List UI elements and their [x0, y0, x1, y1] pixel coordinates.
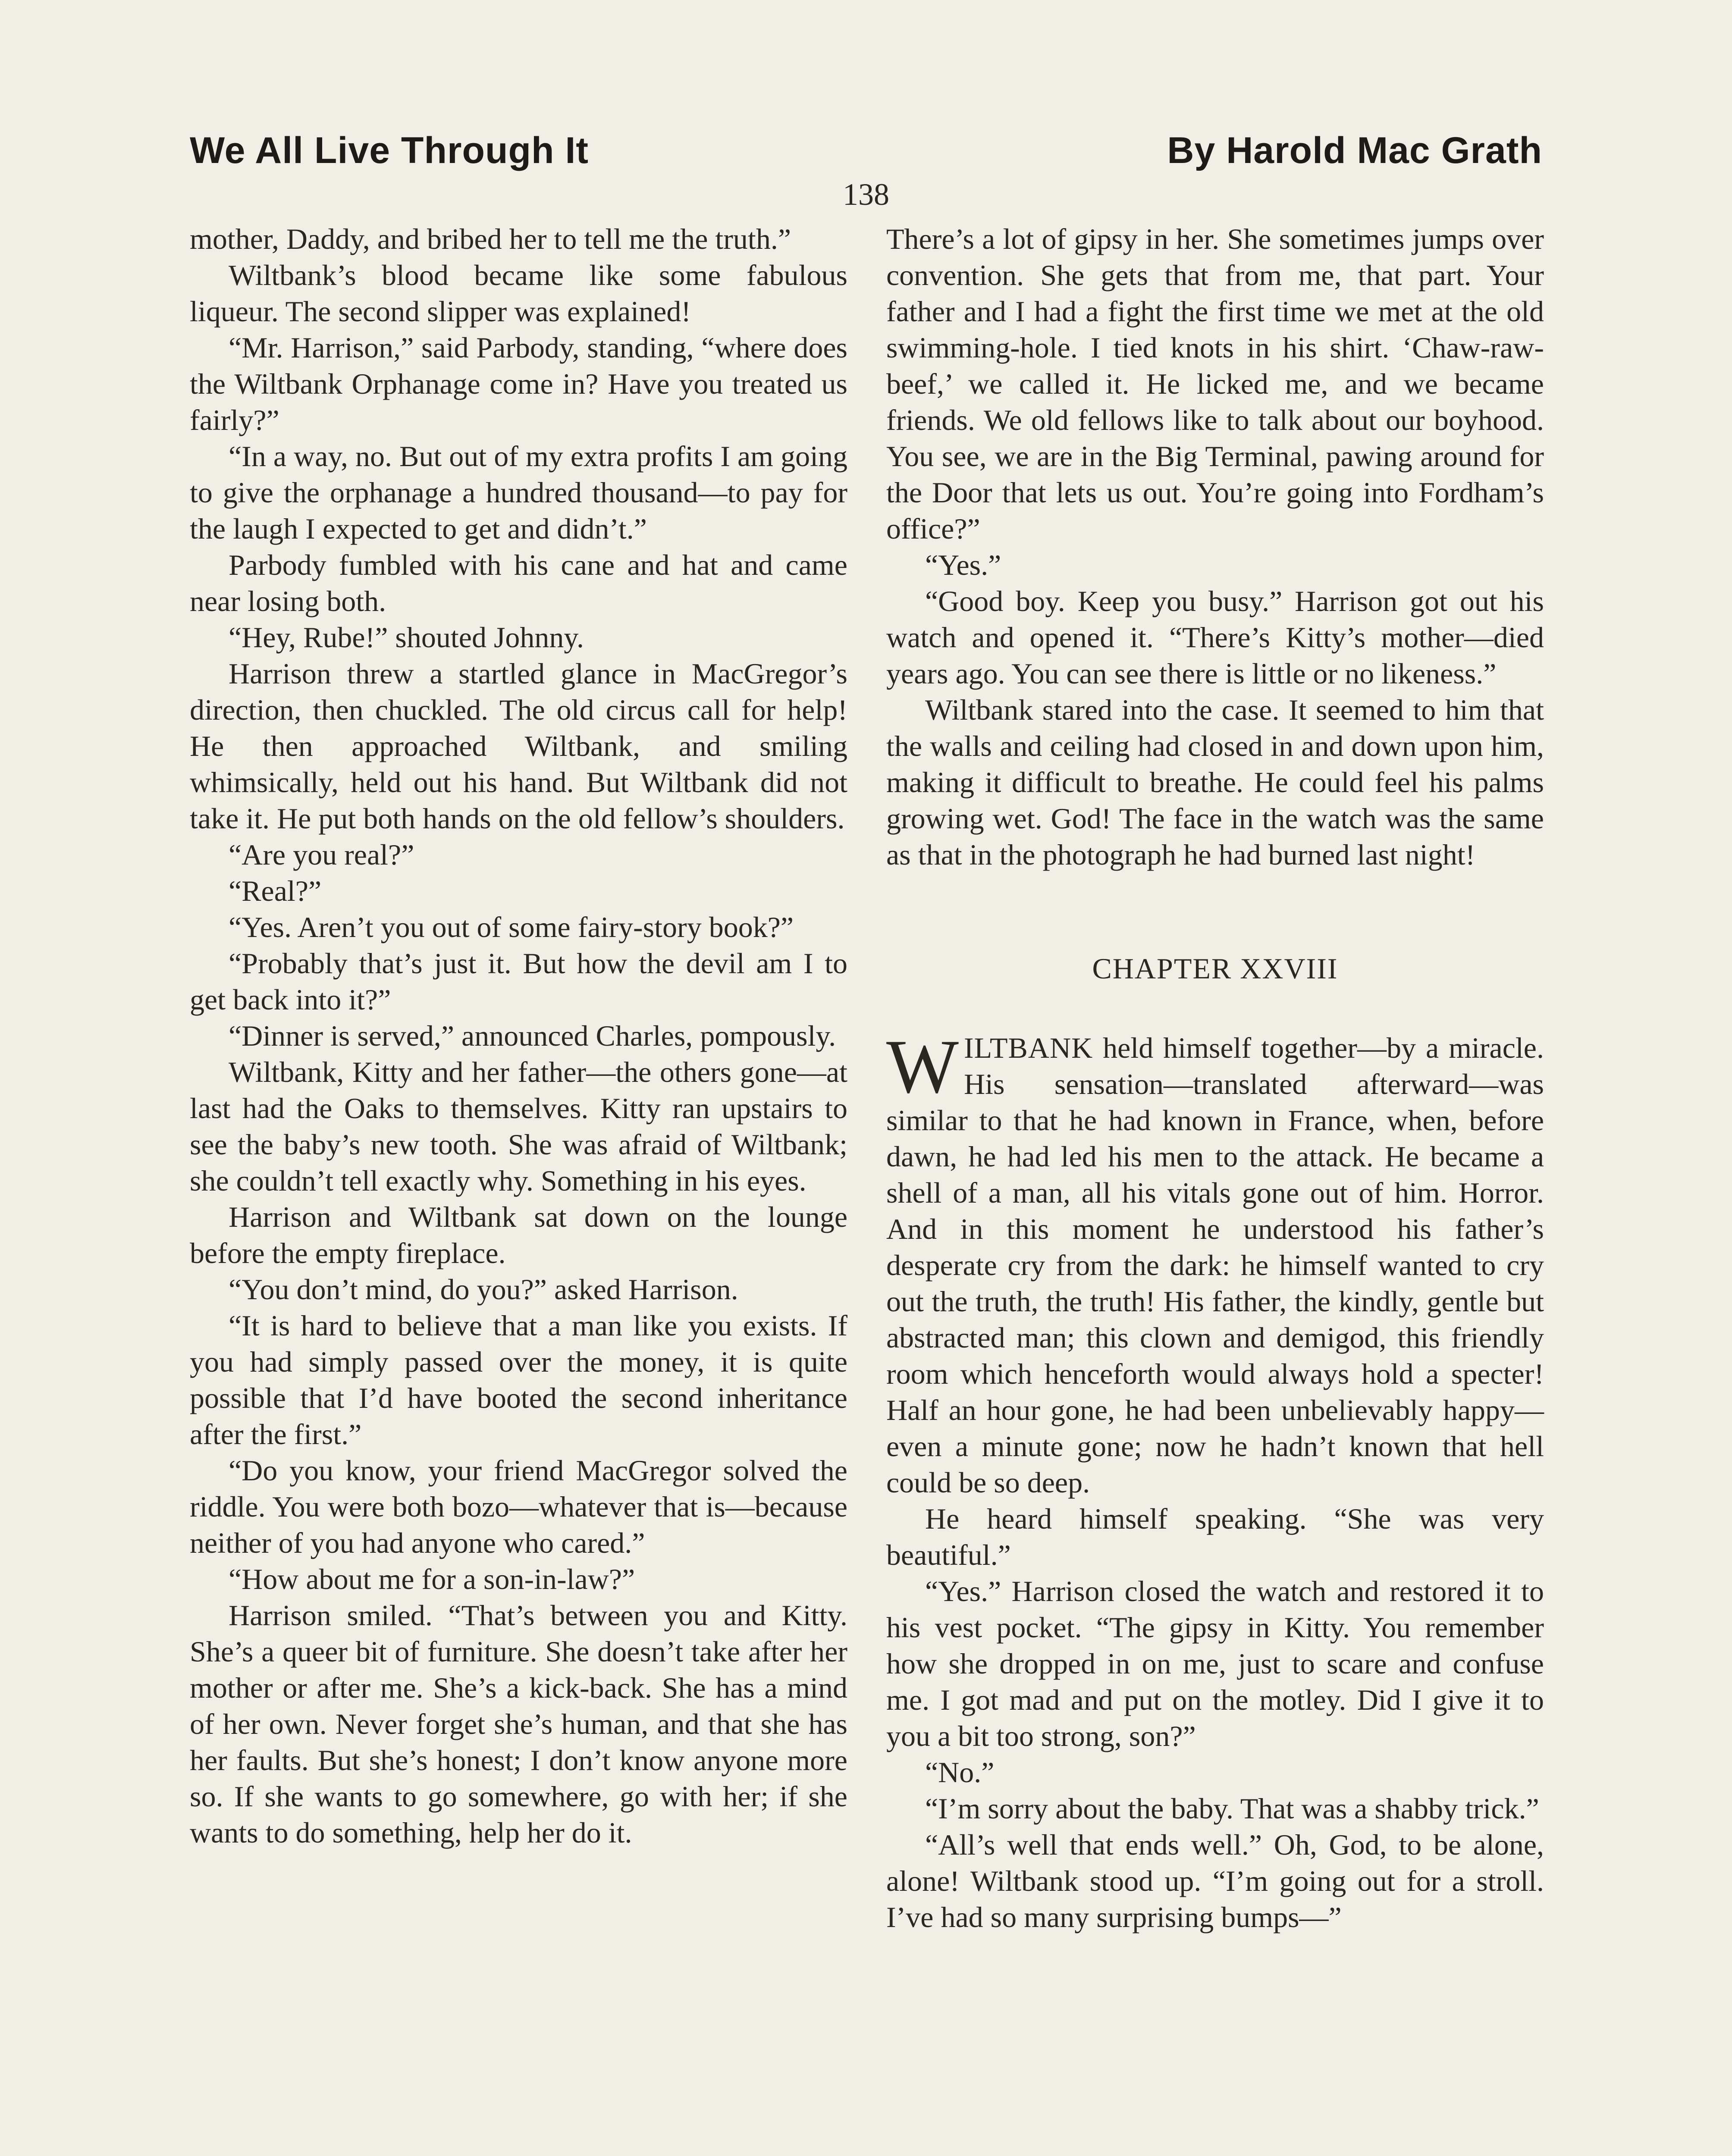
paragraph: “Yes.”	[925, 548, 1001, 581]
paragraph: mother, Daddy, and bribed her to tell me the truth.”	[190, 222, 791, 255]
page-number: 138	[843, 177, 889, 212]
paragraph: “You don’t mind, do you?” asked Harrison.	[229, 1273, 738, 1306]
paragraph: “All’s well that ends well.” Oh, God, to be alone, alone! Wiltbank stood up. “I’m going out for a stroll. I’ve had so many surprising bumps—”	[886, 1828, 1544, 1934]
paragraph: He heard himself speaking. “She was very beautiful.”	[886, 1502, 1544, 1571]
paragraph: “Good boy. Keep you busy.” Harrison got out his watch and opened it. “There’s Kitty’s mother—died years ago. You can see there is little or no likeness.”	[886, 585, 1544, 690]
left-column	[190, 221, 847, 1851]
drop-cap: W	[886, 1024, 959, 1109]
paragraph: “Dinner is served,” announced Charles, pompously.	[229, 1019, 836, 1052]
paragraph: “Do you know, your friend MacGregor solved the riddle. You were both bozo—whatever that is—because neither of you had anyone who cared.”	[190, 1454, 847, 1559]
running-title: We All Live Through It	[190, 130, 589, 171]
running-author: By Harold Mac Grath	[1167, 130, 1542, 171]
paragraph: Wiltbank stared into the case. It seemed to him that the walls and ceiling had closed in and down upon him, making it difficult to breathe. He could feel his palms growing wet. God! The face in the watch was the same as that in the photograph he had burned last night!	[886, 693, 1544, 871]
paragraph: “Are you real?”	[229, 838, 414, 871]
paragraph: “Probably that’s just it. But how the devil am I to get back into it?”	[190, 947, 847, 1016]
chapter-opening-paragraph	[886, 1024, 1544, 1501]
paragraph: Harrison threw a startled glance in MacGregor’s direction, then chuckled. The old circus call for help! He then approached Wiltbank, and smiling whimsically, held out his hand. But Wiltbank did not take it. He put both hands on the old fellow’s shoulders.	[190, 657, 847, 835]
paragraph: Parbody fumbled with his cane and hat and came near losing both.	[190, 548, 847, 617]
paragraph: “Yes. Aren’t you out of some fairy-story book?”	[229, 911, 794, 943]
chapter-opening-text: held himself together—by a miracle. His sensation—translated afterward—was similar to that he had known in France, when, before dawn, he had led his men to the attack. He became a shell of a man, all his vitals gone out of him. Horror. And in this moment he understood his father’s desperate cry from the dark: he himself wanted to cry out the truth, the truth! His father, the kindly, gentle but abstracted man; this clown and demigod, this friendly room which henceforth would always hold a specter! Half an hour gone, he had been unbelievably happy—even a minute gone; now he hadn’t known that hell could be so deep.	[886, 1031, 1544, 1499]
right-column-bottom	[886, 1501, 1544, 1935]
paragraph: “How about me for a son-in-law?”	[229, 1563, 635, 1595]
paragraph: Harrison and Wiltbank sat down on the lounge before the empty fireplace.	[190, 1200, 847, 1269]
paragraph: There’s a lot of gipsy in her. She sometimes jumps over convention. She gets that from me, that part. Your father and I had a fight the first time we met at the old swimming-hole. I tied knots in his shirt. ‘Chaw-raw-beef,’ we called it. He licked me, and we became friends. We old fellows like to talk about our boyhood. You see, we are in the Big Terminal, pawing around for the Door that lets us out. You’re going into Fordham’s office?”	[886, 222, 1544, 545]
paragraph: “In a way, no. But out of my extra profits I am going to give the orphanage a hundred thousand—to pay for the laugh I expected to get and didn’t.”	[190, 440, 847, 545]
right-column	[886, 221, 1544, 1935]
paragraph: “It is hard to believe that a man like you exists. If you had simply passed over the money, it is quite possible that I’d have booted the second inheritance after the first.”	[190, 1309, 847, 1451]
paragraph: “Real?”	[229, 874, 322, 907]
paragraph: Wiltbank, Kitty and her father—the others gone—at last had the Oaks to themselves. Kitty ran upstairs to see the baby’s new tooth. She was afraid of Wiltbank; she couldn’t tell exactly why. Something in his eyes.	[190, 1056, 847, 1197]
paragraph: “Hey, Rube!” shouted Johnny.	[229, 621, 584, 654]
paragraph: “I’m sorry about the baby. That was a shabby trick.”	[925, 1792, 1539, 1825]
paragraph: “Yes.” Harrison closed the watch and restored it to his vest pocket. “The gipsy in Kitty. You remember how she dropped in on me, just to scare and confuse me. I got mad and put on the motley. Did I give it to you a bit too strong, son?”	[886, 1575, 1544, 1752]
right-column-top	[886, 221, 1544, 873]
paragraph: Wiltbank’s blood became like some fabulous liqueur. The second slipper was explained!	[190, 259, 847, 328]
drop-cap-word-rest: ILTBANK	[964, 1031, 1093, 1064]
paragraph: “Mr. Harrison,” said Parbody, standing, “where does the Wiltbank Orphanage come in? Have you treated us fairly?”	[190, 331, 847, 436]
chapter-heading: CHAPTER XXVIII	[1092, 952, 1338, 985]
paragraph: Harrison smiled. “That’s between you and Kitty. She’s a queer bit of furniture. She doesn’t take after her mother or after me. She’s a kick-back. She has a mind of her own. Never forget she’s human, and that she has her faults. But she’s honest; I don’t know anyone more so. If she wants to go somewhere, go with her; if she wants to do something, help her do it.	[190, 1599, 847, 1849]
paragraph: “No.”	[925, 1756, 995, 1789]
